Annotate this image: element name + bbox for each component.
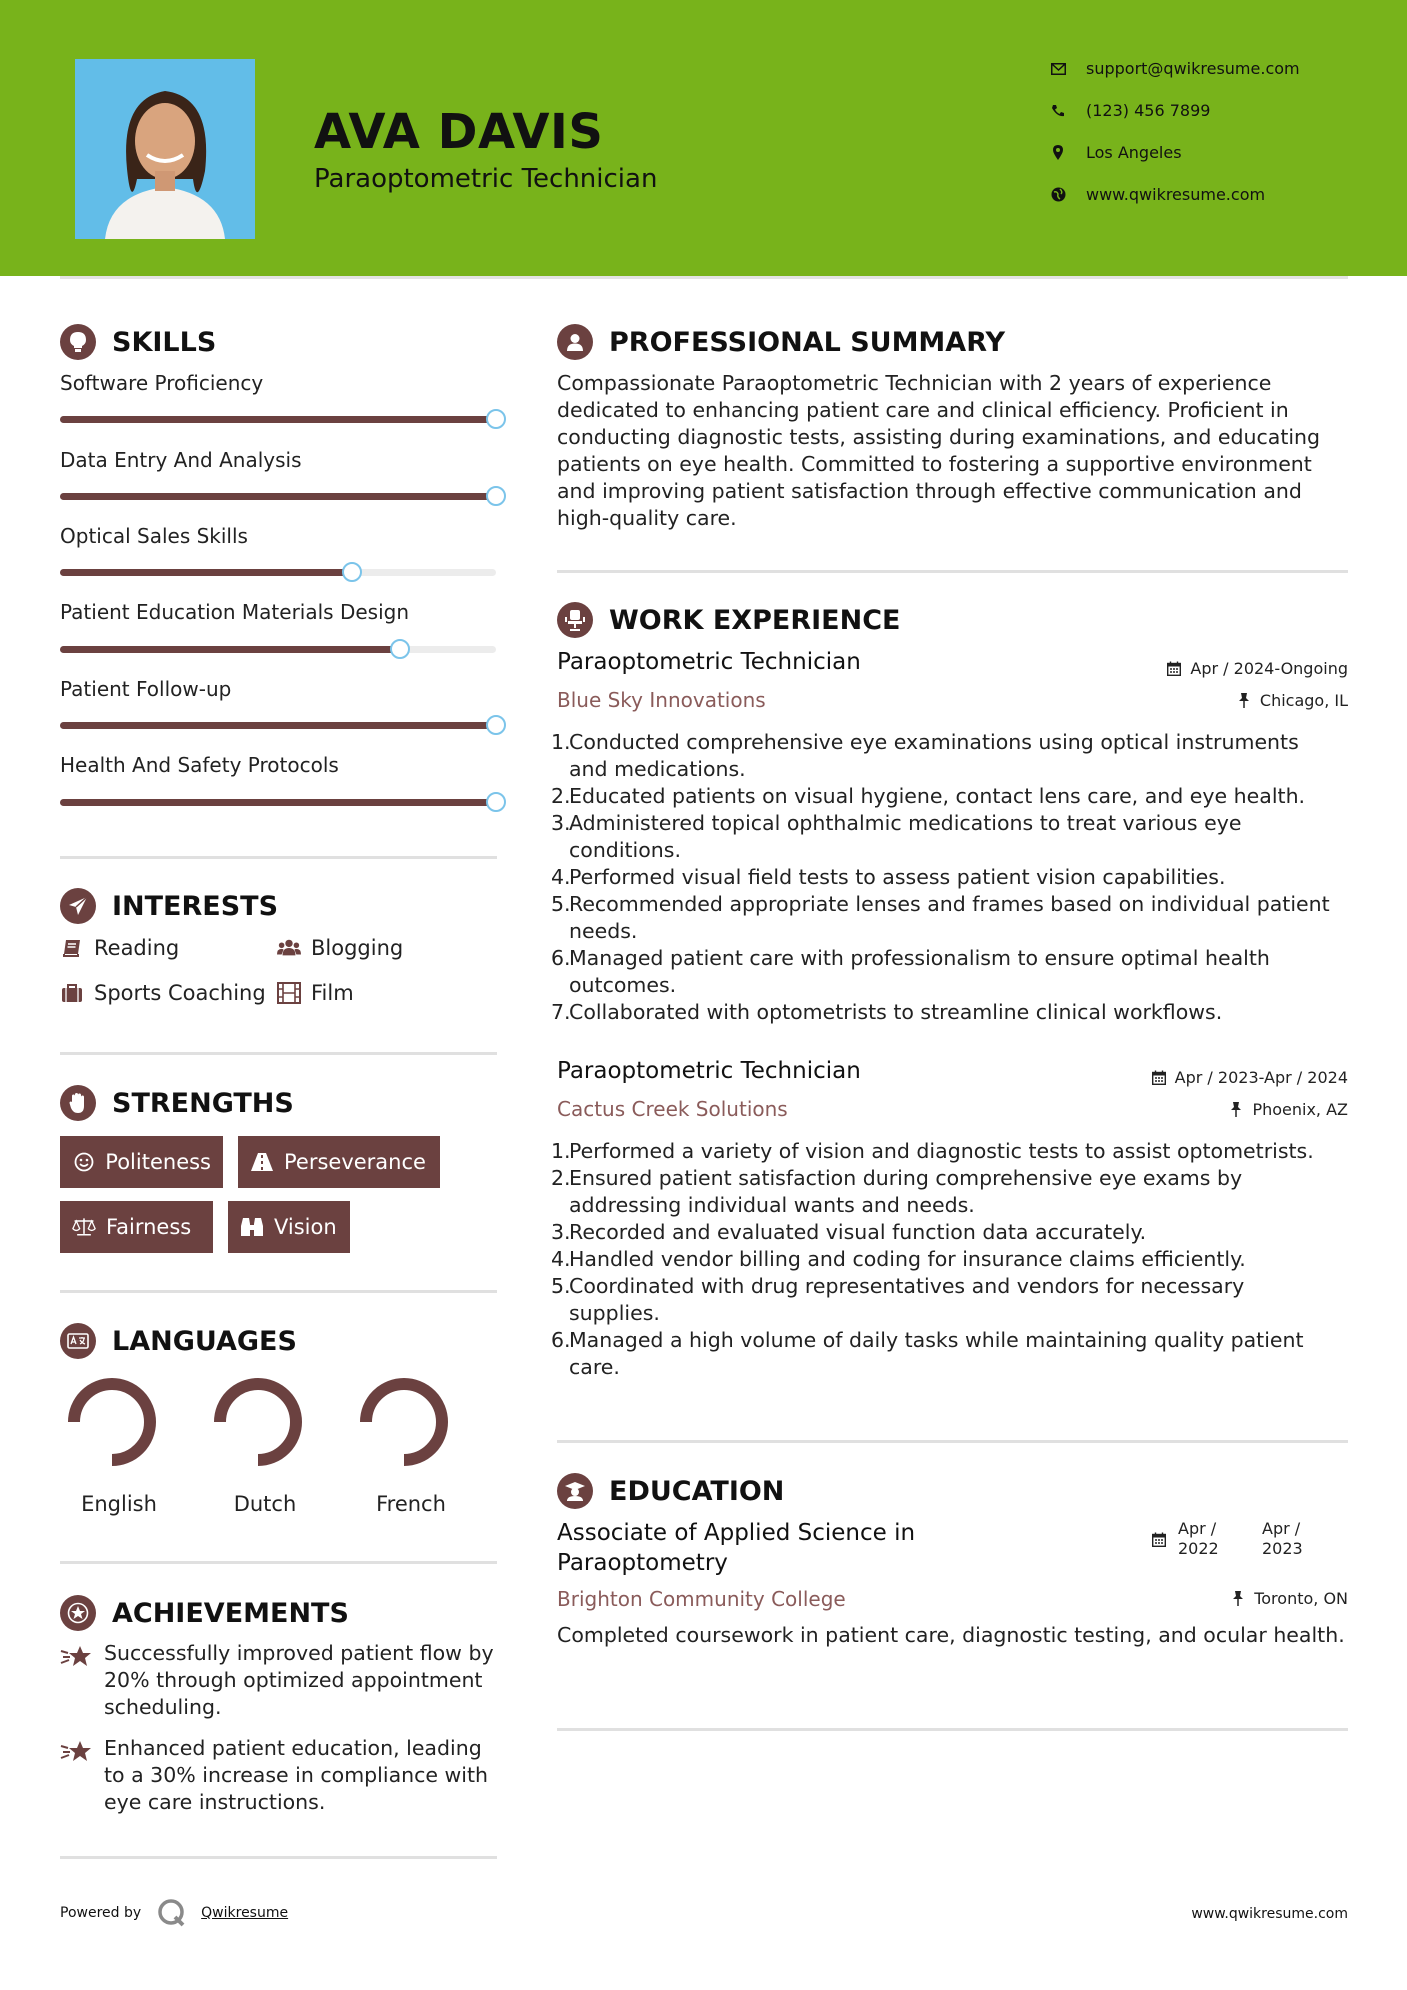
section-divider <box>60 1856 497 1859</box>
skill-label: Health And Safety Protocols <box>60 753 339 777</box>
pushpin-icon <box>1236 693 1252 709</box>
candidate-name: AVA DAVIS <box>314 104 604 160</box>
summary-title: PROFESSIONAL SUMMARY <box>609 326 1006 358</box>
skill-bar-fill <box>60 416 496 423</box>
duty-item: 5. Coordinated with drug representatives and vendors for necessary supplies. <box>551 1274 1245 1325</box>
job-location <box>1228 1100 1348 1119</box>
strength-badge <box>228 1201 350 1253</box>
job-dates-text: Apr / 2023-Apr / 2024 <box>1174 1068 1348 1087</box>
graduate-icon <box>557 1473 593 1509</box>
briefcase-icon <box>60 982 84 1004</box>
language-ring-arc <box>220 1384 296 1460</box>
duty-list <box>551 729 1341 1026</box>
achievement-text: Enhanced patient education, leading to a 30% increase in compliance with eye care instructions. <box>104 1736 489 1814</box>
languages-title: LANGUAGES <box>112 1325 297 1357</box>
skill-bar <box>60 416 496 423</box>
skill-bar-knob <box>486 792 506 812</box>
interest-label: Sports Coaching <box>94 981 266 1005</box>
skill-bar <box>60 799 496 806</box>
film-icon <box>277 982 301 1004</box>
language-label: Dutch <box>233 1492 297 1516</box>
strength-label: Politeness <box>105 1150 211 1174</box>
strength-badge <box>60 1136 223 1188</box>
website-text: www.qwikresume.com <box>1086 185 1266 204</box>
language-ring-arc <box>366 1384 442 1460</box>
shooting-star-icon <box>60 1737 94 1765</box>
contact-website[interactable] <box>1050 185 1265 204</box>
email-text: support@qwikresume.com <box>1086 59 1300 78</box>
language-ring <box>64 1374 174 1478</box>
duty-item: 6. Managed patient care with professionalism to ensure optimal health outcomes. <box>551 946 1270 997</box>
language-item <box>356 1374 466 1516</box>
interest-label: Reading <box>94 936 180 960</box>
job-dates-text: Apr / 2024-Ongoing <box>1190 659 1348 678</box>
contact-phone[interactable] <box>1050 101 1210 120</box>
users-icon <box>277 937 301 959</box>
strengths-title: STRENGTHS <box>112 1087 294 1119</box>
company-name: Cactus Creek Solutions <box>557 1097 788 1121</box>
language-label: English <box>81 1492 157 1516</box>
interest-item <box>60 981 266 1005</box>
language-item <box>64 1374 174 1516</box>
skill-bar-fill <box>60 493 496 500</box>
duty-item: 2. Ensured patient satisfaction during comprehensive eye exams by addressing individual wants and needs. <box>551 1166 1243 1217</box>
phone-text: (123) 456 7899 <box>1086 101 1211 120</box>
interests-header <box>60 888 278 924</box>
skills-title: SKILLS <box>112 326 217 358</box>
skill-bar-knob <box>486 409 506 429</box>
skill-bar-fill <box>60 799 496 806</box>
hand-icon <box>60 1085 96 1121</box>
map-marker-icon <box>1050 145 1066 161</box>
contact-location <box>1050 143 1182 162</box>
interest-item <box>277 981 354 1005</box>
candidate-title: Paraoptometric Technician <box>314 164 658 194</box>
education-start-date: Apr / 2022 <box>1178 1519 1219 1558</box>
qwikresume-logo-icon <box>157 1898 187 1928</box>
profile-photo <box>75 59 255 239</box>
duty-list <box>551 1138 1341 1381</box>
education-location <box>1230 1589 1348 1608</box>
job-title: Paraoptometric Technician <box>557 649 861 675</box>
interest-item <box>277 936 403 960</box>
skill-bar-knob <box>390 639 410 659</box>
language-label: French <box>376 1492 446 1516</box>
strength-label: Vision <box>274 1215 337 1239</box>
job-location-text: Phoenix, AZ <box>1252 1100 1348 1119</box>
office-chair-icon <box>557 602 593 638</box>
section-divider <box>60 1290 497 1293</box>
skill-bar <box>60 493 496 500</box>
envelope-icon <box>1050 61 1066 77</box>
interests-title: INTERESTS <box>112 890 279 922</box>
achievements-header <box>60 1595 349 1631</box>
powered-by-text: Powered by <box>60 1905 142 1921</box>
education-description: Completed coursework in patient care, diagnostic testing, and ocular health. <box>557 1623 1345 1647</box>
skills-header <box>60 324 216 360</box>
star-badge-icon <box>60 1595 96 1631</box>
interest-label: Film <box>311 981 354 1005</box>
duty-item: 5. Recommended appropriate lenses and frames based on individual patient needs. <box>551 892 1330 943</box>
skill-label: Patient Education Materials Design <box>60 600 410 624</box>
calendar-icon <box>1166 661 1182 677</box>
job-location-text: Chicago, IL <box>1259 691 1348 710</box>
achievement-item <box>60 1735 500 1816</box>
user-icon <box>557 324 593 360</box>
duty-item: 3. Recorded and evaluated visual function data accurately. <box>551 1220 1147 1244</box>
skill-label: Patient Follow-up <box>60 677 232 701</box>
skill-bar <box>60 569 496 576</box>
duty-item: 3. Administered topical ophthalmic medications to treat various eye conditions. <box>551 811 1242 862</box>
skill-bar <box>60 646 496 653</box>
skill-bar-fill <box>60 646 400 653</box>
job-title: Paraoptometric Technician <box>557 1058 861 1084</box>
binoculars-icon <box>240 1215 264 1239</box>
section-divider <box>557 570 1348 573</box>
language-ring <box>356 1374 466 1478</box>
smile-icon <box>72 1150 95 1174</box>
company-name: Blue Sky Innovations <box>557 688 766 712</box>
language-item <box>210 1374 320 1516</box>
location-text: Los Angeles <box>1086 143 1182 162</box>
language-ring-arc <box>74 1384 150 1460</box>
paper-plane-icon <box>60 888 96 924</box>
skill-label: Optical Sales Skills <box>60 524 248 548</box>
skill-label: Data Entry And Analysis <box>60 448 302 472</box>
summary-header <box>557 324 1005 360</box>
duty-item: 6. Managed a high volume of daily tasks while maintaining quality patient care. <box>551 1328 1304 1379</box>
globe-icon <box>1050 187 1066 203</box>
experience-header <box>557 602 900 638</box>
section-divider <box>60 1561 497 1564</box>
section-divider <box>60 856 497 859</box>
skill-bar-knob <box>486 486 506 506</box>
footer-website[interactable]: www.qwikresume.com <box>1191 1906 1348 1922</box>
lightbulb-icon <box>60 324 96 360</box>
strengths-header <box>60 1085 294 1121</box>
duty-item: 4. Performed visual field tests to assess patient vision capabilities. <box>551 865 1226 889</box>
footer-powered-by <box>60 1898 288 1928</box>
skill-bar-fill <box>60 569 352 576</box>
language-ring <box>210 1374 320 1478</box>
skill-bar <box>60 722 496 729</box>
book-icon <box>60 937 84 959</box>
section-divider <box>60 1052 497 1055</box>
school-name: Brighton Community College <box>557 1587 846 1611</box>
qwikresume-link[interactable]: Qwikresume <box>201 1905 289 1921</box>
achievement-item <box>60 1640 500 1721</box>
achievement-text: Successfully improved patient flow by 20% through optimized appointment scheduling. <box>104 1641 494 1719</box>
pushpin-icon <box>1230 1591 1246 1607</box>
education-end-date: Apr / 2023 <box>1262 1519 1303 1558</box>
interest-item <box>60 936 179 960</box>
shooting-star-icon <box>60 1642 94 1670</box>
skill-label: Software Proficiency <box>60 371 264 395</box>
languages-header <box>60 1323 297 1359</box>
header-divider <box>60 276 1348 279</box>
duty-item: 7. Collaborated with optometrists to streamline clinical workflows. <box>551 1000 1223 1024</box>
strength-badge <box>60 1201 213 1253</box>
strength-badge <box>238 1136 440 1188</box>
section-divider <box>557 1728 1348 1731</box>
pushpin-icon <box>1228 1102 1244 1118</box>
degree-title: Associate of Applied Science in Paraoptometry <box>557 1520 916 1576</box>
strength-label: Perseverance <box>284 1150 426 1174</box>
experience-title: WORK EXPERIENCE <box>609 604 901 636</box>
education-header <box>557 1473 784 1509</box>
job-dates <box>1151 1068 1348 1087</box>
summary-text: Compassionate Paraoptometric Technician with 2 years of experience dedicated to enhancing patient care and clinical efficiency. Proficient in conducting diagnostic tests, assisting during examinations, and educating patients on eye health. Committed to fostering a supportive environment and improving patient satisfaction through effective communication and high-quality care. <box>557 371 1321 530</box>
contact-email[interactable] <box>1050 59 1300 78</box>
duty-item: 1. Conducted comprehensive eye examinations using optical instruments and medications. <box>551 730 1299 781</box>
road-icon <box>250 1150 274 1174</box>
calendar-icon <box>1151 1070 1167 1086</box>
calendar-icon <box>1152 1532 1168 1548</box>
strength-label: Fairness <box>106 1215 192 1239</box>
language-icon <box>60 1323 96 1359</box>
education-title: EDUCATION <box>609 1475 785 1507</box>
job-location <box>1236 691 1348 710</box>
education-location-text: Toronto, ON <box>1254 1589 1348 1608</box>
job-dates <box>1166 659 1348 678</box>
phone-icon <box>1050 103 1066 119</box>
duty-item: 1. Performed a variety of vision and diagnostic tests to assist optometrists. <box>551 1139 1314 1163</box>
duty-item: 4. Handled vendor billing and coding for insurance claims efficiently. <box>551 1247 1246 1271</box>
interest-label: Blogging <box>311 936 404 960</box>
scale-icon <box>72 1215 96 1239</box>
achievements-title: ACHIEVEMENTS <box>112 1597 349 1629</box>
skill-bar-knob <box>342 562 362 582</box>
duty-item: 2. Educated patients on visual hygiene, contact lens care, and eye health. <box>551 784 1306 808</box>
section-divider <box>557 1440 1348 1443</box>
skill-bar-fill <box>60 722 496 729</box>
skill-bar-knob <box>486 715 506 735</box>
